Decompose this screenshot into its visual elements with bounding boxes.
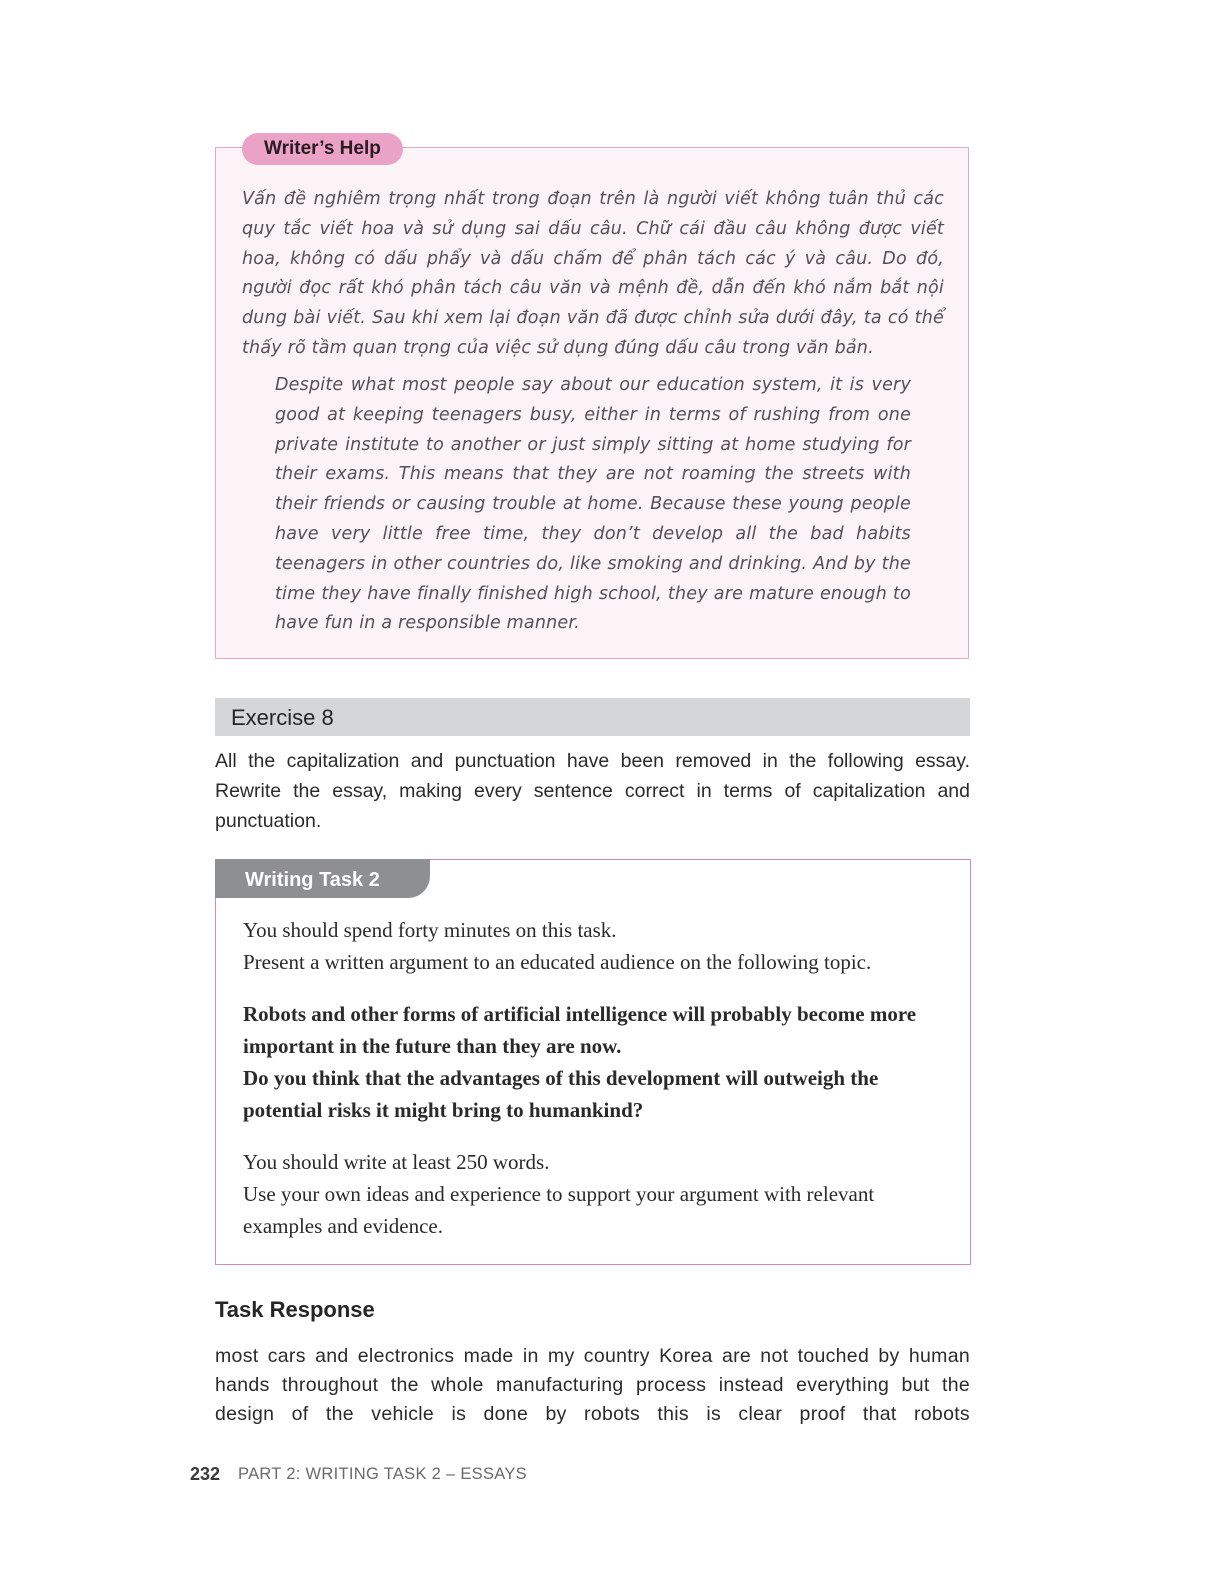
exercise-title: Exercise 8: [231, 705, 334, 730]
writing-task-tab-label: Writing Task 2: [245, 869, 380, 891]
task-response-heading: Task Response: [215, 1297, 375, 1322]
task-topic-line: Do you think that the advantages of this development will outweigh the potential risks it might bring to humankind?: [243, 1066, 879, 1122]
task-topic: [243, 998, 948, 1126]
task-intro-line: Present a written argument to an educated audience on the following topic.: [243, 950, 872, 974]
footer-section-title: PART 2: WRITING TASK 2 – ESSAYS: [238, 1465, 527, 1483]
task-intro-line: You should spend forty minutes on this task.: [243, 918, 617, 942]
corrected-paragraph: Despite what most people say about our education system, it is very good at keeping teenagers busy, either in terms of rushing from one private institute to another or just simply sitting at home studying for their exams. This means that they are not roaming the streets with their friends or causing trouble at home. Because these young people have very little free time, they don’t develop all the bad habits teenagers in other countries do, like smoking and drinking. And by the time they have finally finished high school, they are mature enough to have fun in a responsible manner.: [275, 375, 911, 634]
task-requirement-line: Use your own ideas and experience to support your argument with relevant examples and evidence.: [243, 1182, 875, 1238]
task-topic-line: Robots and other forms of artificial intelligence will probably become more important in the future than they are now.: [243, 1002, 917, 1058]
task-requirements: [243, 1146, 948, 1242]
exercise-instructions: All the capitalization and punctuation have been removed in the following essay. Rewrite the essay, making every sentence correct in terms of capitalization and punctuation.: [215, 750, 970, 832]
task-response-body: most cars and electronics made in my country Korea are not touched by human hands throughout the whole manufacturing process instead everything but the design of the vehicle is done by robots this is clear proof that robots: [215, 1345, 970, 1425]
task-requirement-line: You should write at least 250 words.: [243, 1150, 550, 1174]
writers-help-title: Writer’s Help: [242, 133, 403, 165]
page-number: 232: [190, 1464, 221, 1484]
writers-help-explanation: Vấn đề nghiêm trọng nhất trong đoạn trên là người viết không tuân thủ các quy tắc viết hoa và sử dụng sai dấu câu. Chữ cái đầu câu không được viết hoa, không có dấu phẩy và dấu chấm để phân tách các ý và câu. Do đó, người đọc rất khó phân tách câu văn và mệnh đề, dẫn đến khó nắm bắt nội dung bài viết. Sau khi xem lại đoạn văn đã được chỉnh sửa dưới đây, ta có thể thấy rõ tầm quan trọng của việc sử dụng đúng dấu câu trong văn bản.: [242, 189, 944, 358]
task-intro: [243, 914, 948, 978]
